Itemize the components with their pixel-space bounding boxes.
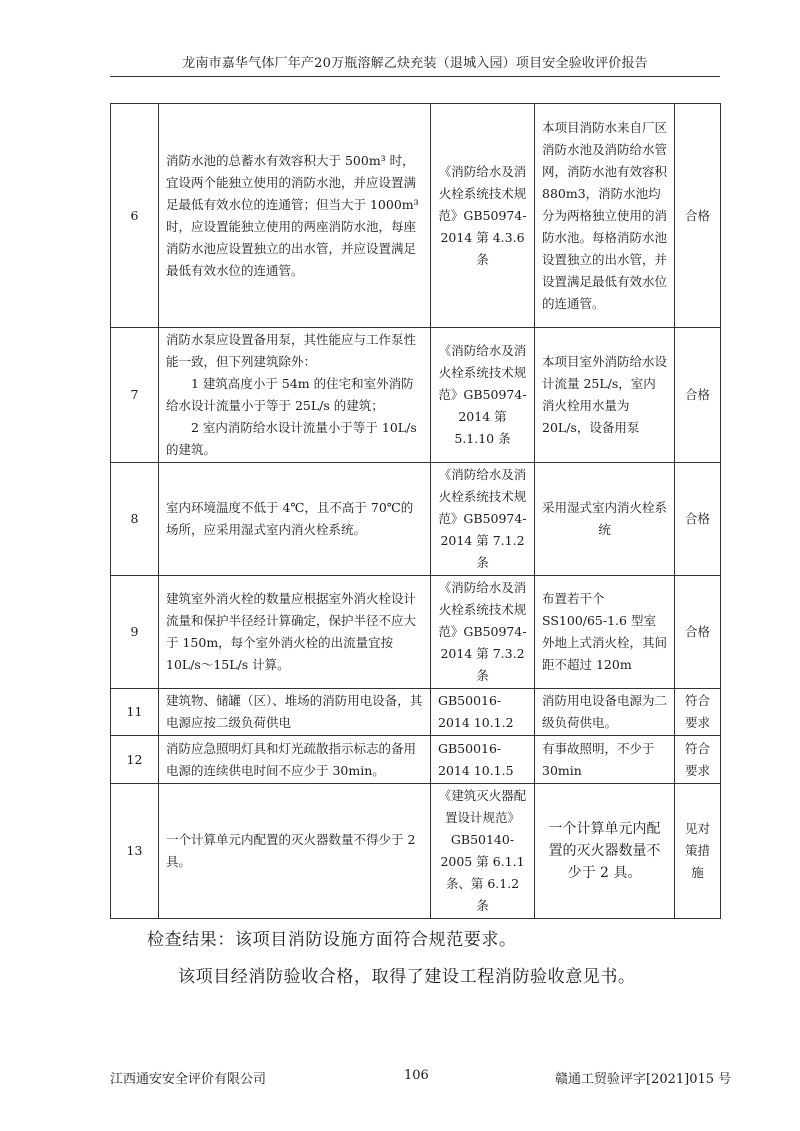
table-row (111, 689, 721, 736)
result-cell: 符合要求 (675, 736, 721, 784)
requirement-line: 1 建筑高度小于 54m 的住宅和室外消防给水设计流量小于等于 25L/s 的建筑； (166, 376, 414, 413)
result-cell: 合格 (675, 328, 721, 463)
basis-cell: 《消防给水及消火栓系统技术规范》GB50974-2014 第 7.1.2 条 (431, 463, 535, 576)
basis-cell: 《消防给水及消火栓系统技术规范》GB50974-2014 第 7.3.2 条 (431, 576, 535, 689)
table-row (111, 463, 721, 576)
conclusion-text: 该项目经消防验收合格，取得了建设工程消防验收意见书。 (178, 967, 636, 987)
requirement-cell: 建筑室外消火栓的数量应根据室外消火栓设计流量和保护半径经计算确定，保护半径不应大于 150m，每个室外消火栓的出流量宜按 10L/s～15L/s 计算。 (159, 576, 431, 689)
table-row (111, 104, 721, 328)
footer-company: 江西通安安全评价有限公司 (110, 1072, 267, 1087)
row-number: 12 (111, 736, 159, 784)
actual-cell: 消防用电设备电源为二级负荷供电。 (535, 689, 675, 736)
basis-cell: GB50016-2014 10.1.5 (431, 736, 535, 784)
row-number: 11 (111, 689, 159, 736)
actual-cell: 采用湿式室内消火栓系统 (535, 463, 675, 576)
actual-cell: 有事故照明，不少于 30min (535, 736, 675, 784)
footer-document-number: 赣通工贸验评字[2021]015 号 (555, 1072, 732, 1087)
header-divider (110, 76, 720, 77)
requirement-line: 消防水泵应设置备用泵，其性能应与工作泵性能一致，但下列建筑除外： (166, 332, 417, 369)
actual-cell: 布置若干个 SS100/65-1.6 型室外地上式消火栓，其间距不超过 120m (535, 576, 675, 689)
requirement-line: 2 室内消防给水设计流量小于等于 10L/s 的建筑。 (166, 420, 417, 457)
basis-cell: 《建筑灭火器配置设计规范》GB50140-2005 第 6.1.1 条、第 6.1.2 条 (431, 784, 535, 919)
result-cell: 符合要求 (675, 689, 721, 736)
requirement-cell: 建筑物、储罐（区）、堆场的消防用电设备，其电源应按二级负荷供电 (159, 689, 431, 736)
basis-cell: GB50016-2014 10.1.2 (431, 689, 535, 736)
report-header-title: 龙南市嘉华气体厂年产20万瓶溶解乙炔充装（退城入园）项目安全验收评价报告 (182, 56, 648, 71)
requirement-cell: 消防水池的总蓄水有效容积大于 500m³ 时，宜设两个能独立使用的消防水池，并应设置满足最低有效水位的连通管；但当大于 1000m³ 时，应设置能独立使用的两座消防水池，每座消防水池应设置独立的出水管，并应设置满足最低有效水位的连通管。 (159, 104, 431, 328)
actual-cell: 一个计算单元内配置的灭火器数量不少于 2 具。 (535, 784, 675, 919)
table-row (111, 736, 721, 784)
basis-cell: 《消防给水及消火栓系统技术规范》GB50974-2014 第 5.1.10 条 (431, 328, 535, 463)
row-number: 6 (111, 104, 159, 328)
requirement-cell: 一个计算单元内配置的灭火器数量不得少于 2 具。 (159, 784, 431, 919)
basis-cell: 《消防给水及消火栓系统技术规范》GB50974-2014 第 4.3.6 条 (431, 104, 535, 328)
row-number: 8 (111, 463, 159, 576)
requirement-cell: 消防应急照明灯具和灯光疏散指示标志的备用电源的连续供电时间不应少于 30min。 (159, 736, 431, 784)
check-result-text: 检查结果：该项目消防设施方面符合规范要求。 (147, 930, 517, 950)
actual-cell: 本项目室外消防给水设计流量 25L/s，室内消火栓用水量为 20L/s，设备用泵 (535, 328, 675, 463)
result-cell: 合格 (675, 104, 721, 328)
footer-page-number: 106 (404, 1068, 429, 1083)
row-number: 9 (111, 576, 159, 689)
result-cell: 合格 (675, 463, 721, 576)
requirement-cell: 室内环境温度不低于 4℃，且不高于 70℃的场所，应采用湿式室内消火栓系统。 (159, 463, 431, 576)
table-row (111, 576, 721, 689)
row-number: 13 (111, 784, 159, 919)
row-number: 7 (111, 328, 159, 463)
fire-inspection-table (110, 103, 721, 919)
actual-cell: 本项目消防水来自厂区消防水池及消防给水管网，消防水池有效容积 880m3，消防水池均分为两格独立使用的消防水池。每格消防水池设置独立的出水管，并设置满足最低有效水位的连通管。 (535, 104, 675, 328)
result-cell: 见对策措施 (675, 784, 721, 919)
table-row (111, 784, 721, 919)
result-cell: 合格 (675, 576, 721, 689)
requirement-cell (159, 328, 431, 463)
table-row (111, 328, 721, 463)
